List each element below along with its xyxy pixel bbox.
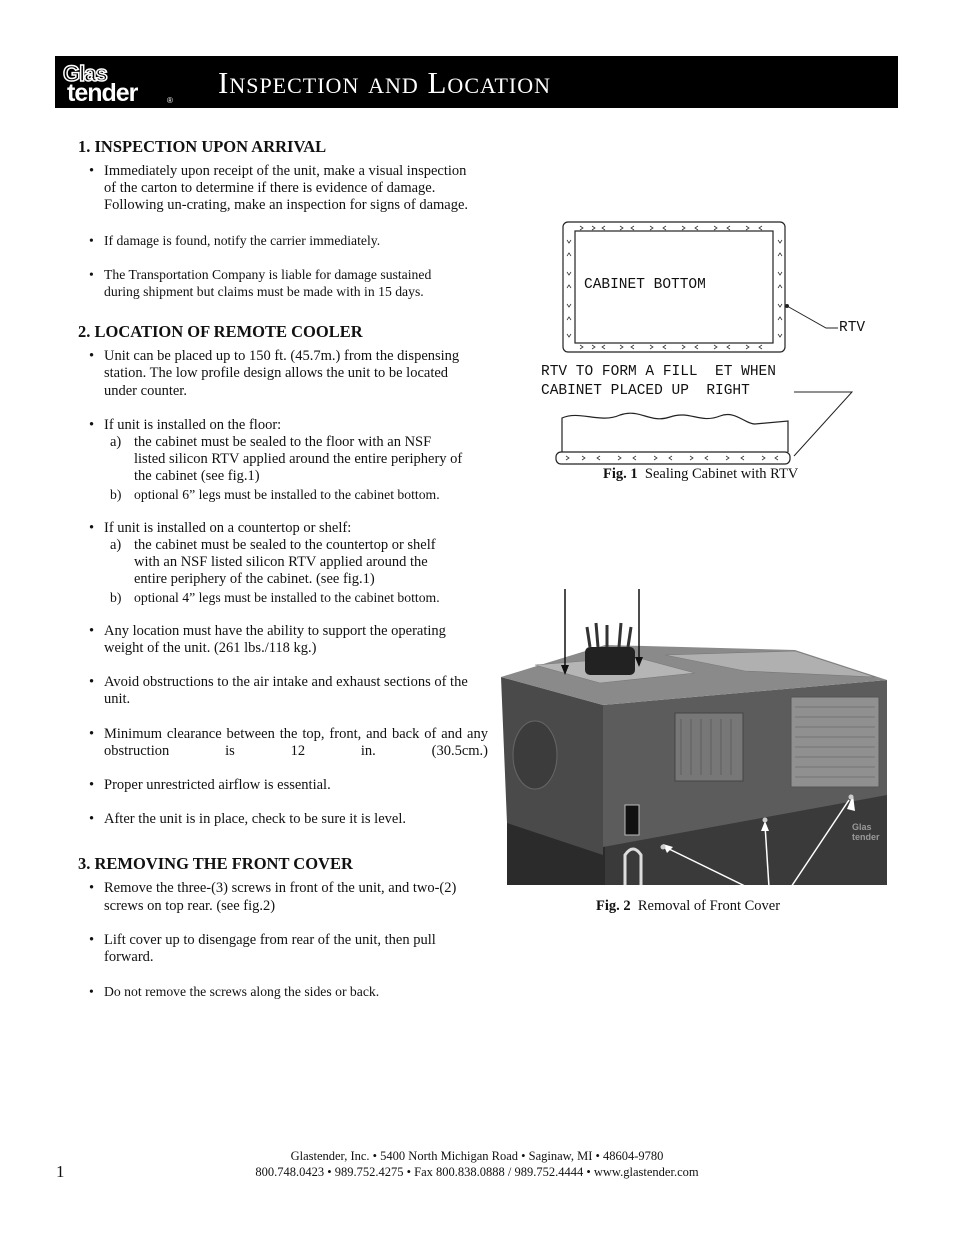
footer-contact: 800.748.0423 • 989.752.4275 • Fax 800.838.0888 / 989.752.4444 • www.glastender.com xyxy=(255,1165,699,1179)
unit-panel-logo: Glas tender xyxy=(852,822,880,842)
sublist-item xyxy=(104,434,464,486)
sublist-item xyxy=(104,589,488,606)
sublist-item xyxy=(104,537,464,589)
list-item-text: Avoid obstructions to the air intake and exhaust sections of the unit. xyxy=(104,674,468,708)
sublist-text: the cabinet must be sealed to the floor with an NSF listed silicon RTV applied around the entire periphery of the cabinet (see fig.1) xyxy=(134,434,463,485)
fig1-sealing-diagram xyxy=(530,210,900,470)
section-3-heading: 3. REMOVING THE FRONT COVER xyxy=(78,854,353,874)
list-item xyxy=(78,348,474,400)
section-1-list xyxy=(78,163,470,300)
sublist-marker: a) xyxy=(110,434,122,451)
instructions-column xyxy=(78,137,488,1001)
rtv-note-line-2: CABINET PLACED UP RIGHT xyxy=(541,383,750,399)
list-item xyxy=(78,811,488,828)
fig1-caption xyxy=(603,466,798,483)
sublist-item xyxy=(104,486,488,503)
counter-sublist xyxy=(104,537,488,606)
list-item xyxy=(78,880,463,914)
fig1-caption-number: Fig. 1 xyxy=(603,466,638,482)
list-item-text: Minimum clearance between the top, front, and back of and any obstruction is 12 in. (30.5cm.) xyxy=(104,725,488,759)
list-item xyxy=(78,163,470,215)
list-item xyxy=(78,726,488,760)
list-item xyxy=(78,232,470,249)
list-item-text: If unit is installed on a countertop or shelf: xyxy=(104,519,352,536)
rtv-label: RTV xyxy=(839,320,866,336)
list-item-text: If damage is found, notify the carrier immediately. xyxy=(104,232,381,248)
footer-address: Glastender, Inc. • 5400 North Michigan Road • Saginaw, MI • 48604-9780 xyxy=(290,1149,664,1163)
fig2-remote-cooler-photo xyxy=(495,585,895,887)
section-1-heading: 1. INSPECTION UPON ARRIVAL xyxy=(78,137,327,156)
list-item xyxy=(78,417,488,503)
glastender-logo xyxy=(63,61,171,105)
sublist-text: optional 4” legs must be installed to the cabinet bottom. xyxy=(134,589,440,605)
list-item-text: The Transportation Company is liable for damage sustained during shipment but claims must be made with in 15 days. xyxy=(104,266,432,300)
fig2-caption-number: Fig. 2 xyxy=(596,898,631,914)
page-title: Inspection and Location xyxy=(218,65,551,100)
list-item-text: Lift cover up to disengage from rear of the unit, then pull forward. xyxy=(104,931,436,966)
fig2-caption-text: Removal of Front Cover xyxy=(637,898,781,914)
list-item-text: Any location must have the ability to support the operating weight of the unit. (261 lbs./118 kg.) xyxy=(104,622,446,657)
list-item-text: If unit is installed on the floor: xyxy=(104,416,282,433)
section-2-heading: 2. LOCATION OF REMOTE COOLER xyxy=(78,322,363,342)
list-item xyxy=(78,674,474,708)
sublist-marker: b) xyxy=(110,589,122,605)
list-item-text: Do not remove the screws along the sides or back. xyxy=(104,984,380,1000)
logo-text-tender: tender xyxy=(67,79,138,107)
floor-sublist xyxy=(104,434,488,503)
list-item-text: After the unit is in place, check to be sure it is level. xyxy=(104,811,406,828)
fig2-caption xyxy=(596,898,780,915)
rtv-note-line-1: RTV TO FORM A FILL ET WHEN xyxy=(541,364,776,380)
section-2-list xyxy=(78,348,488,828)
page-number: 1 xyxy=(56,1162,65,1181)
list-item-text: Immediately upon receipt of the unit, make a visual inspection of the carton to determine if there is evidence of damage. Following un-crating, make an inspection for signs of damage. xyxy=(104,163,469,214)
section-3-list xyxy=(78,880,463,1000)
fig1-caption-text: Sealing Cabinet with RTV xyxy=(644,466,799,482)
sublist-marker: a) xyxy=(110,537,122,554)
list-item-text: Remove the three-(3) screws in front of the unit, and two-(2) screws on top rear. (see fig.2) xyxy=(104,880,457,914)
registered-mark: ® xyxy=(167,96,173,105)
list-item-text: Proper unrestricted airflow is essential. xyxy=(104,777,331,794)
sublist-text: optional 6” legs must be installed to the cabinet bottom. xyxy=(134,486,440,502)
list-item-text: Unit can be placed up to 150 ft. (45.7m.) from the dispensing station. The low profile design allows the unit to be located under counter. xyxy=(104,348,460,399)
list-item xyxy=(78,520,488,606)
logo-text-glas: Glas xyxy=(63,61,107,86)
list-item xyxy=(78,777,488,794)
list-item xyxy=(78,932,449,966)
sublist-marker: b) xyxy=(110,486,122,502)
list-item xyxy=(78,623,474,657)
list-item xyxy=(78,266,470,300)
sublist-text: the cabinet must be sealed to the countertop or shelf with an NSF listed silicon RTV applied around the entire periphery of the cabinet. (see fig.1) xyxy=(134,537,436,588)
cabinet-bottom-label: CABINET BOTTOM xyxy=(584,277,706,293)
page-header-bar xyxy=(55,56,898,108)
list-item xyxy=(78,983,463,1000)
